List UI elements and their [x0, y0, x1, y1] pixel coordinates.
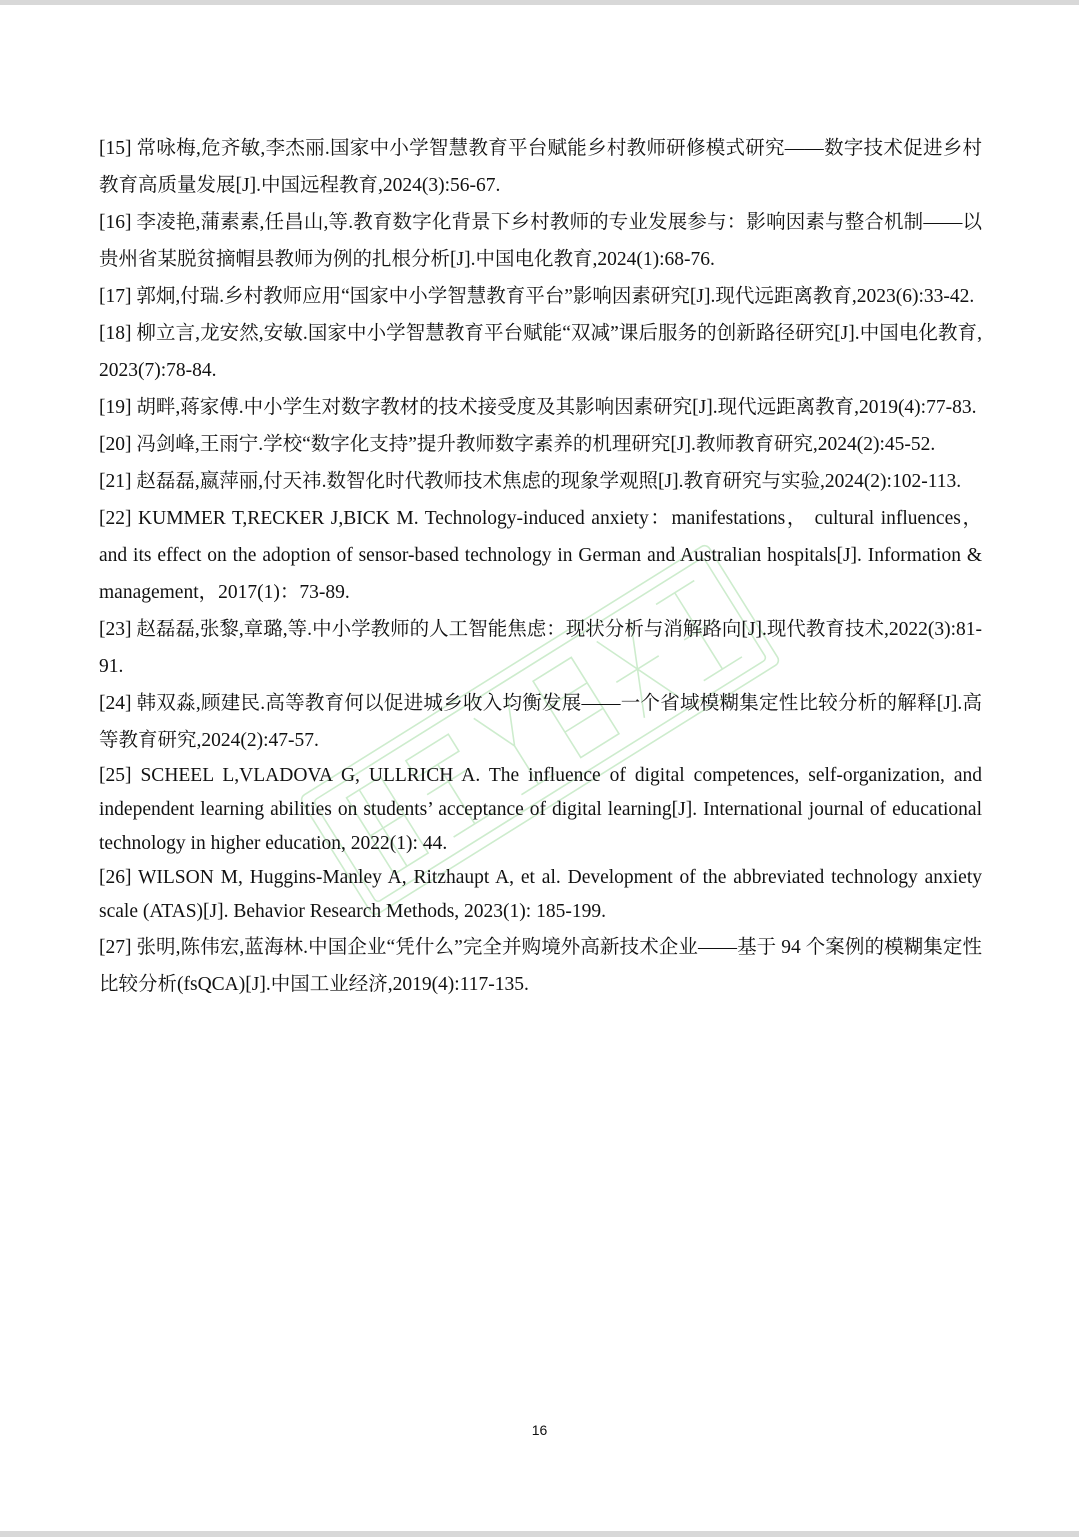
- reference-item: [15] 常咏梅,危齐敏,李杰丽.国家中小学智慧教育平台赋能乡村教师研修模式研究——数字技术促进乡村教育高质量发展[J].中国远程教育,2024(3):56-67.: [99, 138, 982, 196]
- reference-item: [24] 韩双淼,顾建民.高等教育何以促进城乡收入均衡发展——一个省域模糊集定性比较分析的解释[J].高等教育研究,2024(2):47-57.: [99, 693, 982, 751]
- reference-list: [99, 130, 982, 1003]
- reference-item: [18] 柳立言,龙安然,安敏.国家中小学智慧教育平台赋能“双减”课后服务的创新路径研究[J].中国电化教育,2023(7):78-84.: [99, 323, 982, 381]
- reference-item: [26] WILSON M, Huggins-Manley A, Ritzhaupt A, et al. Development of the abbreviated technology anxiety scale (ATAS)[J]. Behavior Research Methods, 2023(1): 185-199.: [99, 867, 982, 922]
- reference-item: [16] 李凌艳,蒲素素,任昌山,等.教育数字化背景下乡村教师的专业发展参与：影响因素与整合机制——以贵州省某脱贫摘帽县教师为例的扎根分析[J].中国电化教育,2024(1):68-76.: [99, 212, 982, 270]
- reference-item: [23] 赵磊磊,张黎,章璐,等.中小学教师的人工智能焦虑：现状分析与消解路向[J].现代教育技术,2022(3):81-91.: [99, 619, 982, 677]
- page-number: 16: [531, 1422, 548, 1438]
- reference-item: [25] SCHEEL L,VLADOVA G, ULLRICH A. The influence of digital competences, self-organization, and independent learning abilities on students’ acceptance of digital learning[J]. International journal of educational technology in higher education, 2022(1): 44.: [99, 765, 982, 854]
- reference-item: [19] 胡畔,蒋家傅.中小学生对数字教材的技术接受度及其影响因素研究[J].现代远距离教育,2019(4):77-83.: [99, 397, 977, 418]
- top-border: [0, 0, 1079, 5]
- bottom-border: [0, 1531, 1079, 1537]
- reference-item: [27] 张明,陈伟宏,蓝海林.中国企业“凭什么”完全并购境外高新技术企业——基于 94 个案例的模糊集定性比较分析(fsQCA)[J].中国工业经济,2019(4):117-135.: [99, 937, 982, 995]
- reference-item: [20] 冯剑峰,王雨宁.学校“数字化支持”提升教师数字素养的机理研究[J].教师教育研究,2024(2):45-52.: [99, 434, 936, 455]
- reference-item: [17] 郭炯,付瑞.乡村教师应用“国家中小学智慧教育平台”影响因素研究[J].现代远距离教育,2023(6):33-42.: [99, 286, 975, 307]
- reference-item: [21] 赵磊磊,嬴萍丽,付天祎.数智化时代教师技术焦虑的现象学观照[J].教育研究与实验,2024(2):102-113.: [99, 471, 962, 492]
- reference-item: [22] KUMMER T,RECKER J,BICK M. Technology-induced anxiety：manifestations， cultural influences，and its effect on the adoption of sensor-based technology in German and Australian hospitals[J]. Information & management，2017(1)：73-89.: [99, 508, 982, 603]
